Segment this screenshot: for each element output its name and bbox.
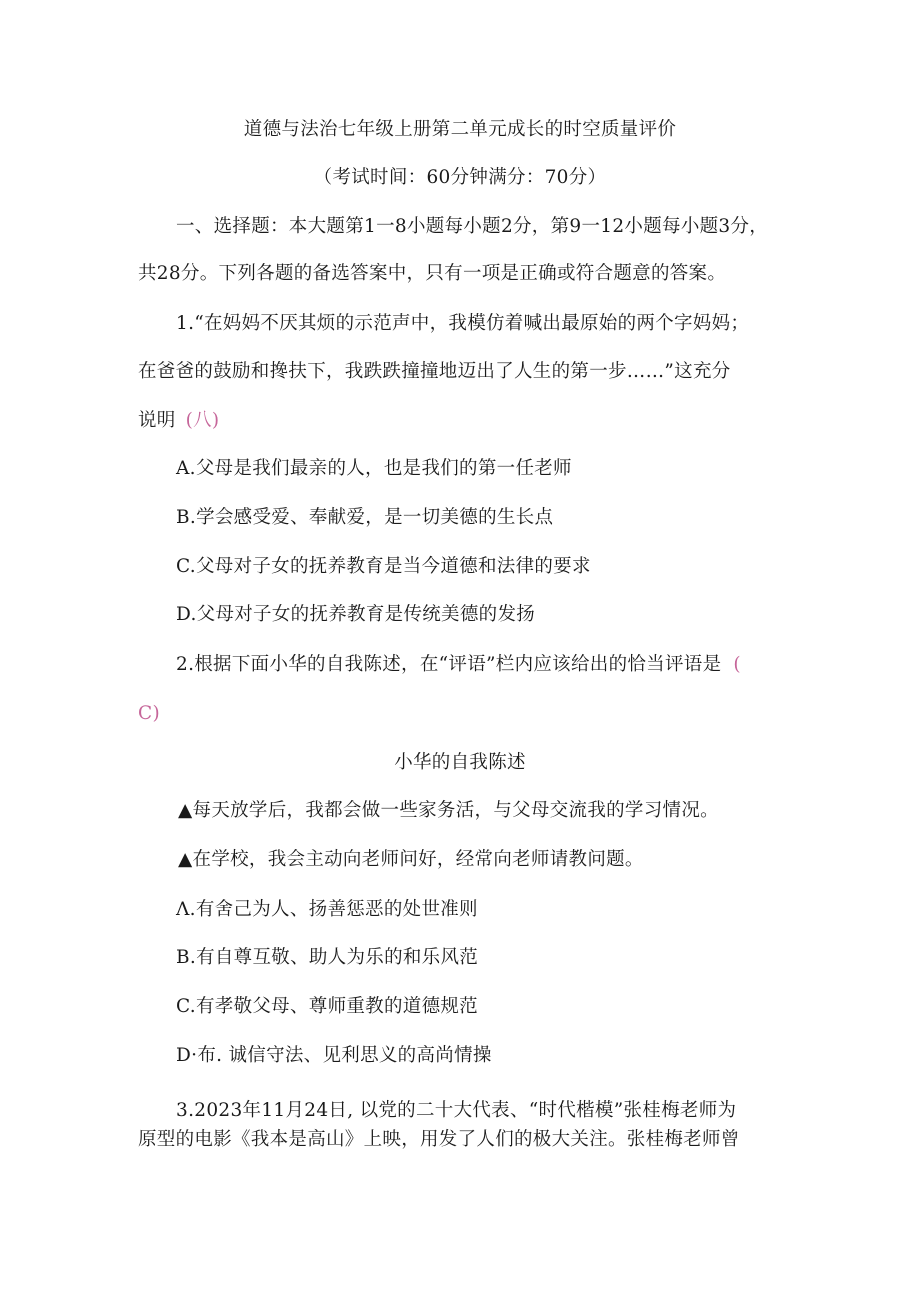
question-1-line-2: 在爸爸的鼓励和搀扶下，我跌跌撞撞地迈出了人生的第一步……”这充分 [138, 361, 731, 382]
question-2-answer-open: ( [733, 654, 741, 675]
question-2-line-1 [176, 653, 741, 677]
document-title: 道德与法治七年级上册第二单元成长的时空质量评价 [243, 119, 677, 140]
section-heading-line-2: 共28分。下列各题的备选答案中，只有一项是正确或符合题意的答案。 [138, 263, 727, 284]
question-1-answer: (八) [185, 410, 220, 431]
question-2-option-a: Λ.有舍己为人、扬善惩恶的处世准则 [176, 899, 478, 920]
question-1-option-b: B.学会感受爱、奉献爱，是一切美德的生长点 [176, 507, 554, 528]
statement-item-2: ▲在学校，我会主动向老师问好，经常向老师请教问题。 [178, 849, 644, 870]
exam-info: （考试时间：60分钟满分：70分） [313, 167, 607, 188]
statement-item-1: ▲每天放学后，我都会做一些家务活，与父母交流我的学习情况。 [178, 800, 719, 821]
question-2-option-c: C.有孝敬父母、尊师重教的道德规范 [176, 996, 478, 1017]
question-1-option-a: A.父母是我们最亲的人，也是我们的第一任老师 [176, 458, 572, 479]
section-heading-line-1: 一、选择题：本大题第1一8小题每小题2分，第9一12小题每小题3分， [176, 216, 769, 237]
question-2-answer: C) [138, 703, 160, 724]
question-1-option-d: D.父母对子女的抚养教育是传统美德的发扬 [176, 604, 536, 625]
question-2-option-d: D·布. 诚信守法、见利思义的高尚情操 [176, 1045, 492, 1066]
question-1-text-end: 说明 [138, 410, 176, 431]
question-1-line-1: 1.“在妈妈不厌其烦的示范声中，我模仿着喊出最原始的两个字妈妈； [176, 313, 750, 334]
statement-box-title: 小华的自我陈述 [394, 752, 526, 773]
question-3-line-1: 3.2023年11月24日, 以党的二十大代表、“时代楷模”张桂梅老师为 [176, 1100, 737, 1121]
question-1-option-c: C.父母对子女的抚养教育是当今道德和法律的要求 [176, 556, 591, 577]
question-2-text: 2.根据下面小华的自我陈述，在“评语”栏内应该给出的恰当评语是 [176, 654, 722, 675]
question-3-line-2: 原型的电影《我本是高山》上映，用发了人们的极大关注。张桂梅老师曾 [138, 1129, 740, 1150]
question-2-option-b: B.有自尊互敬、助人为乐的和乐风范 [176, 947, 479, 968]
question-1-line-3 [138, 409, 219, 433]
